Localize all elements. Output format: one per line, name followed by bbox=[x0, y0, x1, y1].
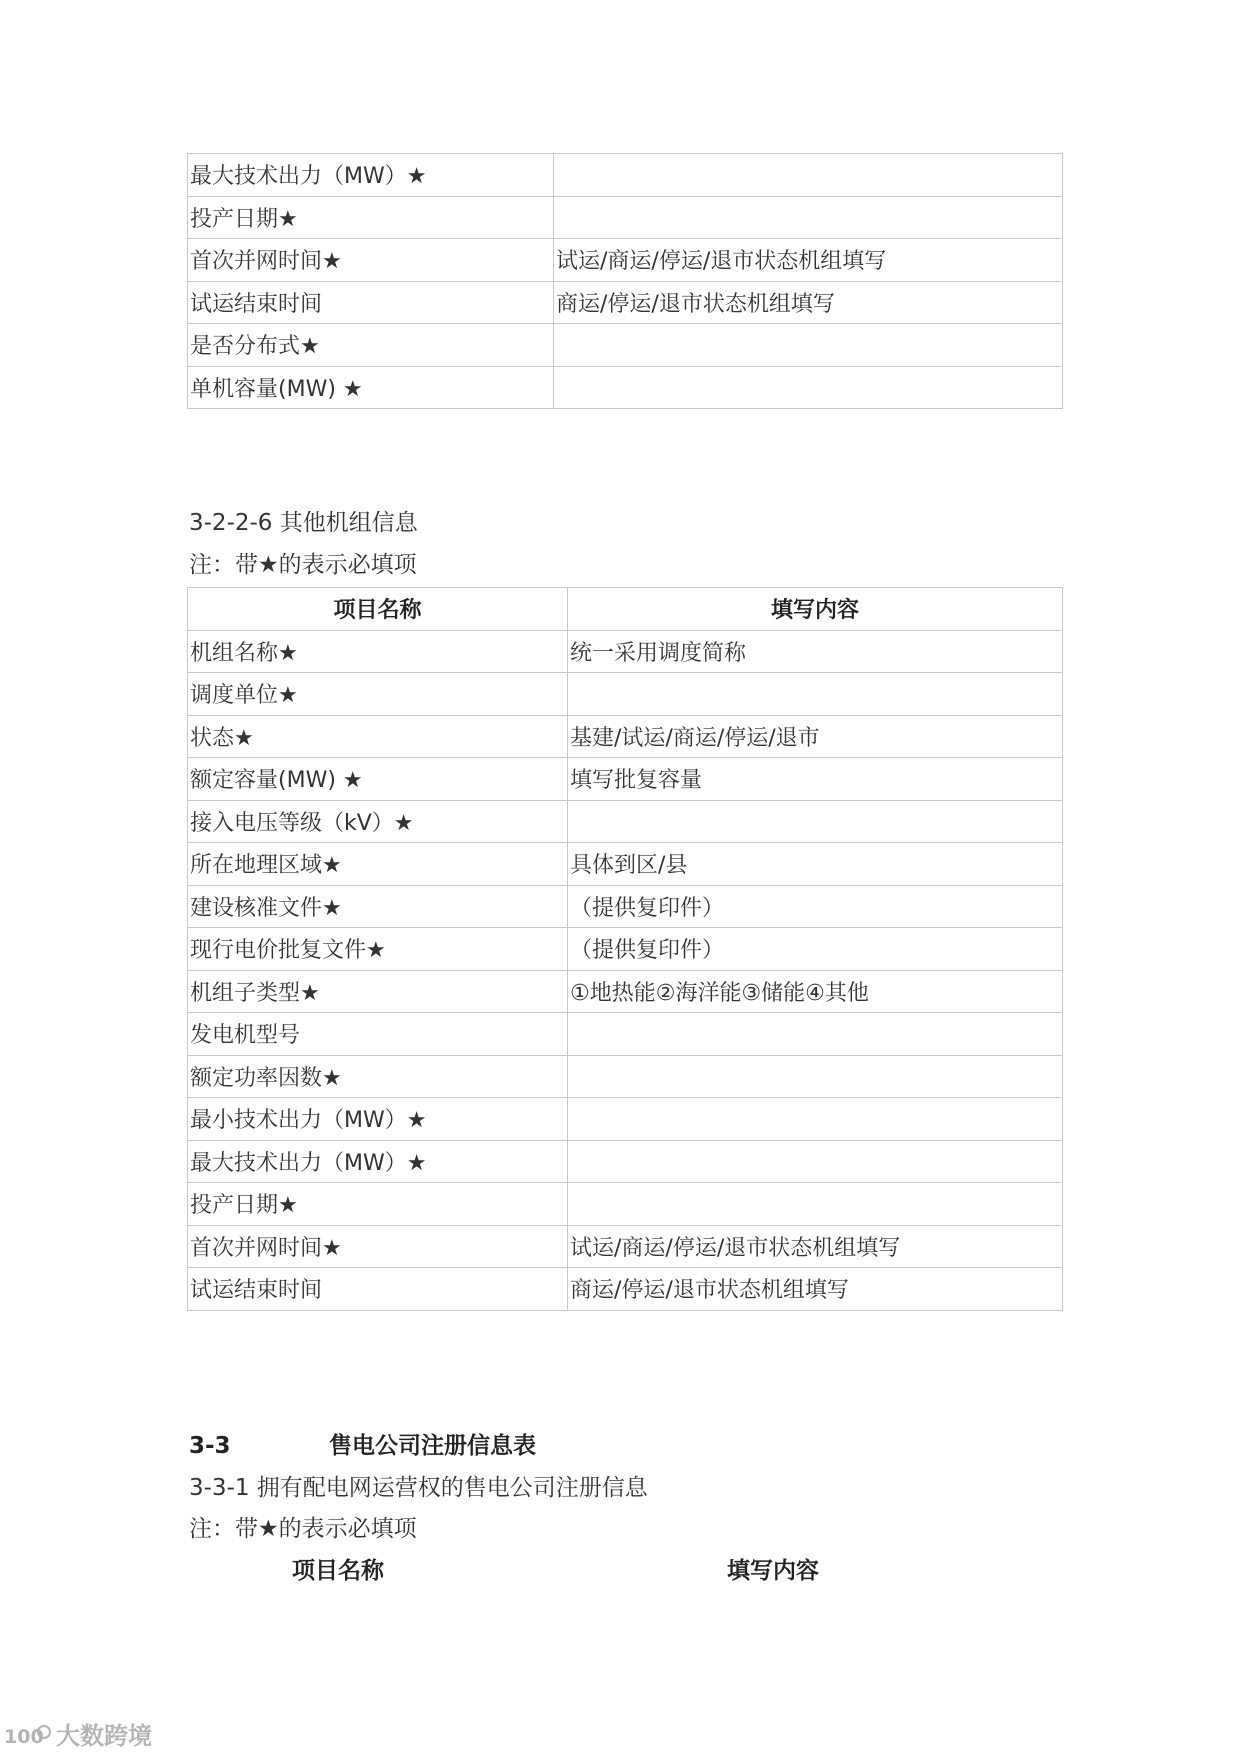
watermark-logo-icon bbox=[4, 1723, 52, 1749]
table-row bbox=[188, 281, 1063, 324]
section-title-text: 售电公司注册信息表 bbox=[329, 1433, 536, 1459]
item-name-cell: 发电机型号 bbox=[188, 1013, 568, 1056]
column-header-content: 填写内容 bbox=[568, 588, 1063, 631]
table-row bbox=[188, 1140, 1063, 1183]
table-row bbox=[188, 1055, 1063, 1098]
item-name-cell: 额定功率因数★ bbox=[188, 1055, 568, 1098]
content-cell bbox=[554, 366, 1063, 409]
table-row bbox=[188, 239, 1063, 282]
table-header bbox=[188, 588, 1063, 631]
content-cell: 试运/商运/停运/退市状态机组填写 bbox=[554, 239, 1063, 282]
item-name-cell: 是否分布式★ bbox=[188, 324, 554, 367]
watermark bbox=[4, 1723, 152, 1749]
item-name-cell: 状态★ bbox=[188, 715, 568, 758]
item-name-cell: 建设核准文件★ bbox=[188, 885, 568, 928]
item-name-cell: 首次并网时间★ bbox=[188, 239, 554, 282]
content-cell: ①地热能②海洋能③储能④其他 bbox=[568, 970, 1063, 1013]
section-title bbox=[189, 1431, 536, 1461]
section-number: 3-3 bbox=[189, 1433, 231, 1459]
item-name-cell: 机组名称★ bbox=[188, 630, 568, 673]
column-header-item-name: 项目名称 bbox=[292, 1558, 384, 1584]
content-cell bbox=[568, 1140, 1063, 1183]
content-cell: （提供复印件） bbox=[568, 885, 1063, 928]
sub-section-heading: 3-3-1 拥有配电网运营权的售电公司注册信息 bbox=[189, 1475, 648, 1501]
svg-text:100: 100 bbox=[4, 1726, 44, 1748]
watermark-text: 大数跨境 bbox=[56, 1722, 152, 1750]
content-cell: 基建/试运/商运/停运/退市 bbox=[568, 715, 1063, 758]
item-name-cell: 调度单位★ bbox=[188, 673, 568, 716]
content-cell bbox=[568, 1183, 1063, 1226]
item-name-cell: 所在地理区域★ bbox=[188, 843, 568, 886]
column-header-item-name: 项目名称 bbox=[188, 588, 568, 631]
table-row bbox=[188, 154, 1063, 197]
table-body bbox=[188, 630, 1063, 1310]
item-name-cell: 最大技术出力（MW）★ bbox=[188, 154, 554, 197]
table-row bbox=[188, 673, 1063, 716]
table-row bbox=[188, 1013, 1063, 1056]
content-cell bbox=[568, 673, 1063, 716]
content-cell bbox=[554, 324, 1063, 367]
table-row bbox=[188, 970, 1063, 1013]
required-note: 注：带★的表示必填项 bbox=[189, 1516, 417, 1542]
table-row bbox=[188, 1268, 1063, 1311]
content-cell bbox=[568, 1013, 1063, 1056]
item-name-cell: 投产日期★ bbox=[188, 1183, 568, 1226]
item-name-cell: 投产日期★ bbox=[188, 196, 554, 239]
content-cell: 填写批复容量 bbox=[568, 758, 1063, 801]
table-row bbox=[188, 1183, 1063, 1226]
item-name-cell: 接入电压等级（kV）★ bbox=[188, 800, 568, 843]
table-row bbox=[188, 800, 1063, 843]
item-name-cell: 机组子类型★ bbox=[188, 970, 568, 1013]
table-row bbox=[188, 630, 1063, 673]
table-header-row bbox=[188, 588, 1063, 631]
required-note: 注：带★的表示必填项 bbox=[189, 552, 417, 578]
table-row bbox=[188, 366, 1063, 409]
item-name-cell: 最小技术出力（MW）★ bbox=[188, 1098, 568, 1141]
unit-info-table-continued bbox=[187, 153, 1063, 409]
table-row bbox=[188, 324, 1063, 367]
item-name-cell: 试运结束时间 bbox=[188, 281, 554, 324]
other-unit-info-table bbox=[187, 587, 1063, 1311]
item-name-cell: 首次并网时间★ bbox=[188, 1225, 568, 1268]
table-row bbox=[188, 885, 1063, 928]
content-cell: 商运/停运/退市状态机组填写 bbox=[554, 281, 1063, 324]
table-row bbox=[188, 758, 1063, 801]
item-name-cell: 现行电价批复文件★ bbox=[188, 928, 568, 971]
table-row bbox=[188, 715, 1063, 758]
table-row bbox=[188, 1098, 1063, 1141]
content-cell bbox=[568, 1098, 1063, 1141]
content-cell bbox=[554, 154, 1063, 197]
table-row bbox=[188, 1225, 1063, 1268]
content-cell: 具体到区/县 bbox=[568, 843, 1063, 886]
item-name-cell: 试运结束时间 bbox=[188, 1268, 568, 1311]
content-cell: （提供复印件） bbox=[568, 928, 1063, 971]
table-row bbox=[188, 843, 1063, 886]
item-name-cell: 额定容量(MW) ★ bbox=[188, 758, 568, 801]
column-header-content: 填写内容 bbox=[727, 1558, 819, 1584]
content-cell bbox=[568, 800, 1063, 843]
content-cell: 试运/商运/停运/退市状态机组填写 bbox=[568, 1225, 1063, 1268]
content-cell bbox=[554, 196, 1063, 239]
item-name-cell: 最大技术出力（MW）★ bbox=[188, 1140, 568, 1183]
content-cell bbox=[568, 1055, 1063, 1098]
section-heading: 3-2-2-6 其他机组信息 bbox=[189, 510, 418, 536]
content-cell: 商运/停运/退市状态机组填写 bbox=[568, 1268, 1063, 1311]
item-name-cell: 单机容量(MW) ★ bbox=[188, 366, 554, 409]
table-row bbox=[188, 196, 1063, 239]
content-cell: 统一采用调度简称 bbox=[568, 630, 1063, 673]
table-row bbox=[188, 928, 1063, 971]
table-body bbox=[188, 154, 1063, 409]
